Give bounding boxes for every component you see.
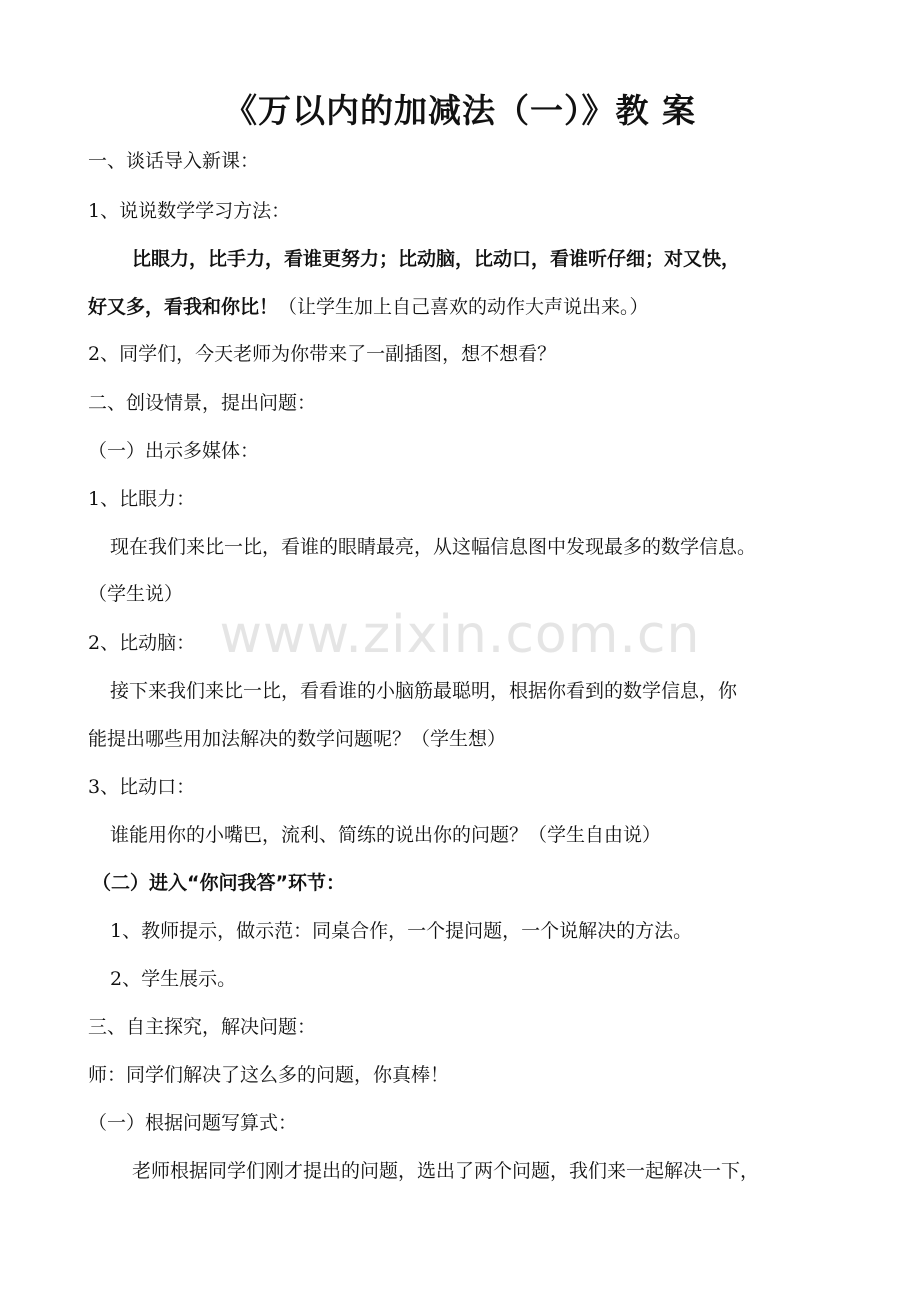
watermark-text: www.zixin.com.cn xyxy=(219,605,701,665)
paragraph-line: 1、教师提示，做示范：同桌合作，一个提问题，一个说解决的方法。 xyxy=(110,920,693,942)
paragraph-line: 师：同学们解决了这么多的问题，你真棒！ xyxy=(88,1064,450,1086)
paragraph-line: 现在我们来比一比，看谁的眼睛最亮，从这幅信息图中发现最多的数学信息。 xyxy=(110,536,757,558)
paragraph-line: 2、比动脑： xyxy=(88,632,196,654)
section-heading-1: 一、谈话导入新课： xyxy=(88,150,260,172)
section-heading-2: 二、创设情景，提出问题： xyxy=(88,392,317,414)
paragraph-line: （学生说） xyxy=(88,583,184,605)
paragraph-line-bold: 比眼力，比手力，看谁更努力；比动脑，比动口，看谁听仔细；对又快， xyxy=(132,248,741,270)
paragraph-line: 老师根据同学们刚才提出的问题，选出了两个问题，我们来一起解决一下， xyxy=(132,1160,760,1182)
paragraph-line: 2、同学们，今天老师为你带来了一副插图，想不想看？ xyxy=(88,343,557,365)
paragraph-line: 2、学生展示。 xyxy=(110,968,237,990)
document-title: 《万以内的加减法（一）》教 案 xyxy=(224,91,696,130)
section-heading-3: 三、自主探究，解决问题： xyxy=(88,1016,317,1038)
paragraph-normal-part: （让学生加上自己喜欢的动作大声说出来。） xyxy=(278,296,649,318)
paragraph-line: 1、比眼力： xyxy=(88,488,196,510)
paragraph-line: 3、比动口： xyxy=(88,776,196,798)
subsection-heading-bold: （二）进入“你问我答”环节： xyxy=(92,872,345,894)
paragraph-line: 能提出哪些用加法解决的数学问题呢？（学生想） xyxy=(88,728,507,750)
paragraph-line-mixed xyxy=(88,293,649,321)
paragraph-line: 接下来我们来比一比，看看谁的小脑筋最聪明，根据你看到的数学信息，你 xyxy=(110,680,738,702)
paragraph-line: 谁能用你的小嘴巴，流利、简练的说出你的问题？（学生自由说） xyxy=(110,824,662,846)
subsection-heading: （一）出示多媒体： xyxy=(88,440,260,462)
subsection-heading: （一）根据问题写算式： xyxy=(88,1112,298,1134)
paragraph-bold-part: 好又多，看我和你比！ xyxy=(88,296,279,318)
paragraph-line: 1、说说数学学习方法： xyxy=(88,200,291,222)
